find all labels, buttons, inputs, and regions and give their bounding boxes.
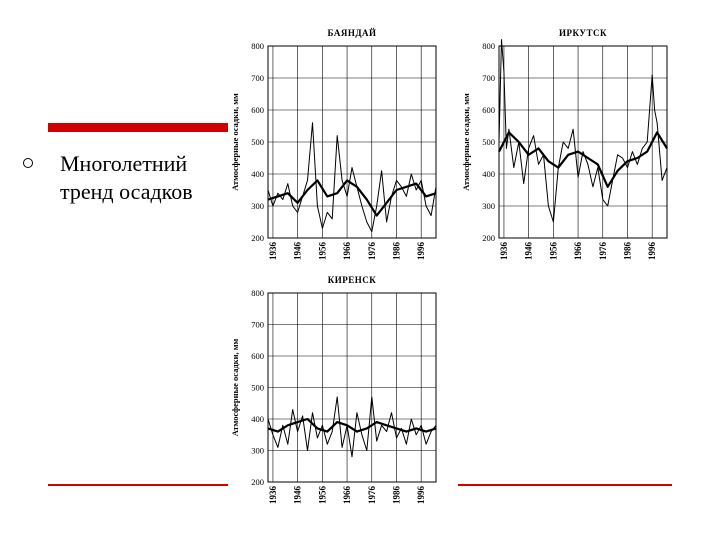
x-tick-label: 1996 [416, 242, 427, 260]
x-tick-label: 1946 [292, 486, 303, 504]
y-tick-label: 400 [251, 414, 264, 424]
bullet-text-line-1: Многолетний [60, 151, 188, 176]
x-tick-label: 1986 [391, 486, 402, 504]
bullet-text-line-2: тренд осадков [60, 179, 193, 204]
series-line-annual [268, 397, 436, 457]
y-tick-label: 400 [251, 169, 264, 179]
y-tick-label: 600 [251, 351, 264, 361]
y-tick-label: 800 [482, 41, 495, 51]
x-tick-label: 1946 [523, 242, 534, 260]
x-tick-label: 1966 [342, 242, 353, 260]
y-tick-label: 500 [251, 382, 264, 393]
x-tick-label: 1996 [416, 486, 427, 504]
x-tick-label: 1946 [292, 242, 303, 260]
y-tick-label: 500 [482, 137, 495, 147]
y-tick-label: 300 [482, 201, 495, 211]
y-tick-label: 200 [482, 233, 495, 243]
y-axis-label: Атмосферные осадки, мм [230, 338, 240, 437]
x-tick-label: 1966 [342, 486, 353, 504]
y-tick-label: 700 [482, 73, 495, 83]
x-tick-label: 1976 [366, 486, 377, 504]
series-line-annual [268, 123, 436, 232]
series-line-annual [499, 40, 667, 222]
x-tick-label: 1986 [622, 242, 633, 260]
x-tick-label: 1936 [267, 242, 278, 260]
y-tick-label: 400 [482, 169, 495, 179]
y-tick-label: 200 [251, 477, 264, 487]
x-tick-label: 1936 [498, 242, 509, 260]
x-tick-label: 1976 [366, 242, 377, 260]
y-axis-label: Атмосферные осадки, мм [461, 93, 471, 191]
y-tick-label: 200 [251, 233, 264, 243]
y-tick-label: 800 [251, 41, 264, 51]
x-tick-label: 1956 [548, 242, 559, 260]
y-axis-label: Атмосферные осадки, мм [230, 93, 240, 191]
y-tick-label: 600 [251, 105, 264, 115]
y-tick-label: 700 [251, 73, 264, 83]
y-tick-label: 800 [251, 288, 264, 298]
y-tick-label: 500 [251, 137, 264, 147]
x-tick-label: 1986 [391, 242, 402, 260]
y-tick-label: 300 [251, 445, 264, 456]
x-tick-label: 1996 [647, 242, 658, 260]
x-tick-label: 1976 [597, 242, 608, 260]
x-tick-label: 1936 [267, 486, 278, 504]
y-tick-label: 300 [251, 201, 264, 211]
chart-title: ИРКУТСК [559, 28, 607, 38]
chart-title: КИРЕНСК [327, 275, 377, 285]
y-tick-label: 700 [251, 319, 264, 330]
series-line-trend [268, 180, 436, 215]
x-tick-label: 1956 [317, 242, 328, 260]
y-tick-label: 600 [482, 105, 495, 115]
x-tick-label: 1966 [573, 242, 584, 260]
chart-title: БАЯНДАЙ [327, 28, 377, 38]
x-tick-label: 1956 [317, 486, 328, 504]
